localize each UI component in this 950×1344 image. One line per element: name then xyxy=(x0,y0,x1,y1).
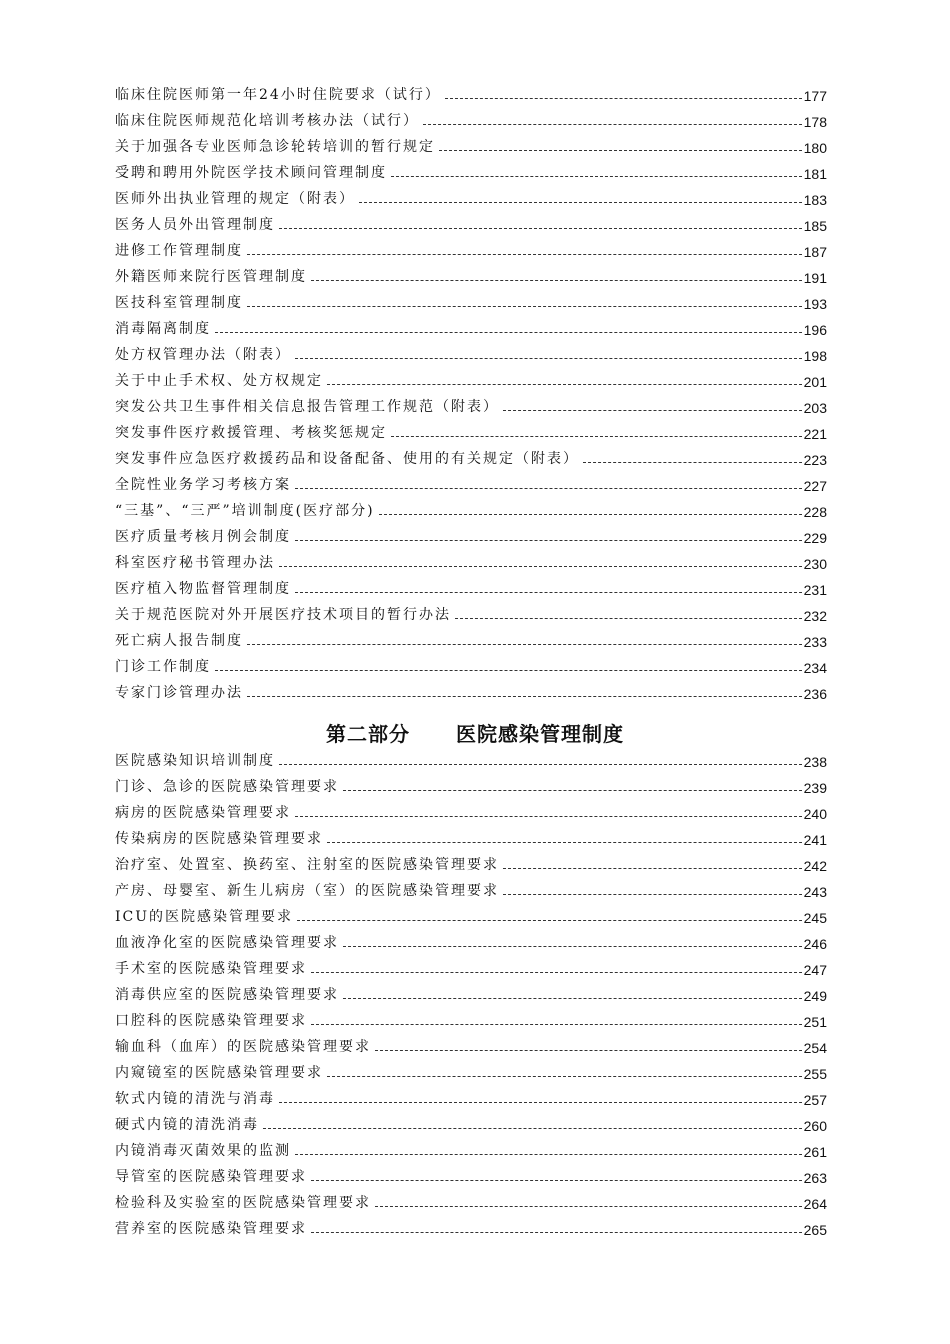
toc-entry-title: 医技科室管理制度 xyxy=(115,295,243,311)
toc-entry-title: 软式内镜的清洗与消毒 xyxy=(115,1091,275,1107)
dot-leader xyxy=(311,279,802,281)
toc-entry-page-number: 196 xyxy=(803,322,827,338)
toc-entry xyxy=(115,364,827,390)
dot-leader xyxy=(279,227,802,229)
toc-entry-title: 医院感染知识培训制度 xyxy=(115,753,275,769)
dot-leader xyxy=(423,123,802,125)
dot-leader xyxy=(215,669,802,671)
toc-entry-page-number: 245 xyxy=(803,910,827,926)
toc-entry-title: 医师外出执业管理的规定（附表） xyxy=(115,191,355,207)
toc-entry-page-number: 187 xyxy=(803,244,827,260)
toc-entry xyxy=(115,598,827,624)
toc-entry xyxy=(115,390,827,416)
toc-entry-page-number: 178 xyxy=(803,114,827,130)
toc-entry xyxy=(115,130,827,156)
toc-part2-list xyxy=(115,744,827,1238)
toc-entry-page-number: 232 xyxy=(803,608,827,624)
toc-entry-page-number: 203 xyxy=(803,400,827,416)
toc-entry-title: 突发公共卫生事件相关信息报告管理工作规范（附表） xyxy=(115,399,499,415)
toc-entry-title: 内镜消毒灭菌效果的监测 xyxy=(115,1143,291,1159)
toc-entry-title: 检验科及实验室的医院感染管理要求 xyxy=(115,1195,371,1211)
dot-leader xyxy=(311,1179,802,1181)
toc-entry-title: 关于加强各专业医师急诊轮转培训的暂行规定 xyxy=(115,139,435,155)
toc-entry-page-number: 257 xyxy=(803,1092,827,1108)
toc-part1-list xyxy=(115,78,827,702)
toc-entry-page-number: 249 xyxy=(803,988,827,1004)
dot-leader xyxy=(215,331,802,333)
toc-entry-page-number: 236 xyxy=(803,686,827,702)
dot-leader xyxy=(295,487,802,489)
toc-entry-page-number: 231 xyxy=(803,582,827,598)
toc-entry-page-number: 251 xyxy=(803,1014,827,1030)
dot-leader xyxy=(295,1153,802,1155)
toc-entry-page-number: 246 xyxy=(803,936,827,952)
toc-entry-title: 导管室的医院感染管理要求 xyxy=(115,1169,307,1185)
toc-entry xyxy=(115,208,827,234)
toc-entry-title: 病房的医院感染管理要求 xyxy=(115,805,291,821)
toc-entry-page-number: 223 xyxy=(803,452,827,468)
toc-entry-page-number: 228 xyxy=(803,504,827,520)
dot-leader xyxy=(503,409,802,411)
toc-entry xyxy=(115,286,827,312)
toc-entry-title: 血液净化室的医院感染管理要求 xyxy=(115,935,339,951)
toc-entry xyxy=(115,1030,827,1056)
dot-leader xyxy=(379,513,802,515)
toc-entry-page-number: 247 xyxy=(803,962,827,978)
toc-entry xyxy=(115,494,827,520)
dot-leader xyxy=(327,383,802,385)
toc-entry xyxy=(115,1212,827,1238)
toc-entry xyxy=(115,416,827,442)
toc-entry-page-number: 183 xyxy=(803,192,827,208)
part2-heading xyxy=(0,718,950,747)
toc-entry-page-number: 261 xyxy=(803,1144,827,1160)
dot-leader xyxy=(297,919,802,921)
toc-entry-page-number: 198 xyxy=(803,348,827,364)
dot-leader xyxy=(295,539,802,541)
toc-entry xyxy=(115,1108,827,1134)
toc-entry xyxy=(115,546,827,572)
toc-entry xyxy=(115,848,827,874)
toc-entry xyxy=(115,1056,827,1082)
toc-entry-title: 受聘和聘用外院医学技术顾问管理制度 xyxy=(115,165,387,181)
toc-entry-page-number: 201 xyxy=(803,374,827,390)
dot-leader xyxy=(327,841,802,843)
toc-entry-title: 处方权管理办法（附表） xyxy=(115,347,291,363)
toc-entry-page-number: 185 xyxy=(803,218,827,234)
toc-entry xyxy=(115,770,827,796)
dot-leader xyxy=(295,815,802,817)
toc-entry-title: 消毒隔离制度 xyxy=(115,321,211,337)
dot-leader xyxy=(503,893,802,895)
toc-entry xyxy=(115,650,827,676)
dot-leader xyxy=(247,253,802,255)
toc-entry-title: 门诊、急诊的医院感染管理要求 xyxy=(115,779,339,795)
toc-entry-title: 传染病房的医院感染管理要求 xyxy=(115,831,323,847)
toc-entry xyxy=(115,1004,827,1030)
part2-name: 医院感染管理制度 xyxy=(456,722,624,746)
toc-entry-title: 消毒供应室的医院感染管理要求 xyxy=(115,987,339,1003)
dot-leader xyxy=(375,1049,802,1051)
toc-entry-page-number: 193 xyxy=(803,296,827,312)
dot-leader xyxy=(311,1023,802,1025)
toc-entry-title: 医疗质量考核月例会制度 xyxy=(115,529,291,545)
dot-leader xyxy=(359,201,802,203)
dot-leader xyxy=(455,617,802,619)
dot-leader xyxy=(327,1075,802,1077)
toc-entry xyxy=(115,260,827,286)
dot-leader xyxy=(445,97,802,99)
toc-entry-page-number: 177 xyxy=(803,88,827,104)
toc-entry-page-number: 221 xyxy=(803,426,827,442)
toc-entry xyxy=(115,442,827,468)
toc-entry xyxy=(115,78,827,104)
toc-entry xyxy=(115,104,827,130)
dot-leader xyxy=(279,763,802,765)
toc-entry xyxy=(115,796,827,822)
toc-entry-page-number: 227 xyxy=(803,478,827,494)
dot-leader xyxy=(263,1127,802,1129)
dot-leader xyxy=(311,971,802,973)
toc-entry-title: 外籍医师来院行医管理制度 xyxy=(115,269,307,285)
toc-entry-page-number: 180 xyxy=(803,140,827,156)
toc-entry-page-number: 240 xyxy=(803,806,827,822)
dot-leader xyxy=(343,997,802,999)
toc-entry xyxy=(115,1160,827,1186)
toc-entry-title: 关于规范医院对外开展医疗技术项目的暂行办法 xyxy=(115,607,451,623)
toc-entry xyxy=(115,1186,827,1212)
toc-entry-page-number: 233 xyxy=(803,634,827,650)
toc-entry-title: 突发事件应急医疗救援药品和设备配备、使用的有关规定（附表） xyxy=(115,451,579,467)
toc-entry-page-number: 238 xyxy=(803,754,827,770)
part2-number: 第二部分 xyxy=(326,722,410,746)
toc-entry-title: 科室医疗秘书管理办法 xyxy=(115,555,275,571)
toc-entry-page-number: 255 xyxy=(803,1066,827,1082)
toc-entry xyxy=(115,978,827,1004)
toc-entry-page-number: 254 xyxy=(803,1040,827,1056)
dot-leader xyxy=(375,1205,802,1207)
toc-entry-page-number: 191 xyxy=(803,270,827,286)
toc-entry-title: 突发事件医疗救援管理、考核奖惩规定 xyxy=(115,425,387,441)
toc-entry-page-number: 241 xyxy=(803,832,827,848)
toc-entry xyxy=(115,234,827,260)
dot-leader xyxy=(295,591,802,593)
toc-entry-page-number: 230 xyxy=(803,556,827,572)
toc-entry-page-number: 239 xyxy=(803,780,827,796)
toc-entry-title: 临床住院医师规范化培训考核办法（试行） xyxy=(115,113,419,129)
toc-entry xyxy=(115,156,827,182)
toc-entry-title: 治疗室、处置室、换药室、注射室的医院感染管理要求 xyxy=(115,857,499,873)
dot-leader xyxy=(247,305,802,307)
toc-entry-title: 临床住院医师第一年24小时住院要求（试行） xyxy=(115,87,441,103)
toc-entry-title: 内窥镜室的医院感染管理要求 xyxy=(115,1065,323,1081)
toc-entry-title: 产房、母婴室、新生儿病房（室）的医院感染管理要求 xyxy=(115,883,499,899)
toc-entry xyxy=(115,874,827,900)
dot-leader xyxy=(343,789,802,791)
toc-entry xyxy=(115,900,827,926)
toc-entry-page-number: 264 xyxy=(803,1196,827,1212)
toc-entry xyxy=(115,182,827,208)
toc-entry xyxy=(115,744,827,770)
toc-entry-title: 口腔科的医院感染管理要求 xyxy=(115,1013,307,1029)
dot-leader xyxy=(391,175,802,177)
dot-leader xyxy=(439,149,802,151)
toc-entry-page-number: 265 xyxy=(803,1222,827,1238)
toc-entry-page-number: 229 xyxy=(803,530,827,546)
toc-entry-page-number: 260 xyxy=(803,1118,827,1134)
dot-leader xyxy=(279,1101,802,1103)
toc-entry-title: 医疗植入物监督管理制度 xyxy=(115,581,291,597)
toc-entry xyxy=(115,926,827,952)
dot-leader xyxy=(343,945,802,947)
toc-entry-page-number: 234 xyxy=(803,660,827,676)
toc-entry-title: 关于中止手术权、处方权规定 xyxy=(115,373,323,389)
toc-entry xyxy=(115,1082,827,1108)
dot-leader xyxy=(311,1231,802,1233)
dot-leader xyxy=(391,435,802,437)
dot-leader xyxy=(247,695,802,697)
toc-entry-title: “三基”、“三严”培训制度(医疗部分) xyxy=(115,503,375,519)
toc-entry-title: 硬式内镜的清洗消毒 xyxy=(115,1117,259,1133)
toc-entry xyxy=(115,822,827,848)
toc-entry xyxy=(115,624,827,650)
toc-entry-title: 专家门诊管理办法 xyxy=(115,685,243,701)
toc-entry-title: 手术室的医院感染管理要求 xyxy=(115,961,307,977)
toc-entry-title: ICU的医院感染管理要求 xyxy=(115,909,294,925)
dot-leader xyxy=(279,565,802,567)
toc-entry-page-number: 181 xyxy=(803,166,827,182)
toc-entry-title: 死亡病人报告制度 xyxy=(115,633,243,649)
toc-entry xyxy=(115,572,827,598)
toc-entry-title: 门诊工作制度 xyxy=(115,659,211,675)
toc-entry xyxy=(115,338,827,364)
toc-entry-title: 全院性业务学习考核方案 xyxy=(115,477,291,493)
toc-entry-page-number: 243 xyxy=(803,884,827,900)
toc-entry-title: 进修工作管理制度 xyxy=(115,243,243,259)
dot-leader xyxy=(503,867,802,869)
dot-leader xyxy=(247,643,802,645)
toc-entry xyxy=(115,676,827,702)
toc-entry xyxy=(115,312,827,338)
toc-entry xyxy=(115,1134,827,1160)
toc-entry-title: 医务人员外出管理制度 xyxy=(115,217,275,233)
toc-entry-title: 营养室的医院感染管理要求 xyxy=(115,1221,307,1237)
toc-entry xyxy=(115,468,827,494)
toc-entry-page-number: 263 xyxy=(803,1170,827,1186)
dot-leader xyxy=(583,461,802,463)
toc-entry xyxy=(115,952,827,978)
toc-entry xyxy=(115,520,827,546)
dot-leader xyxy=(295,357,802,359)
toc-entry-page-number: 242 xyxy=(803,858,827,874)
toc-entry-title: 输血科（血库）的医院感染管理要求 xyxy=(115,1039,371,1055)
